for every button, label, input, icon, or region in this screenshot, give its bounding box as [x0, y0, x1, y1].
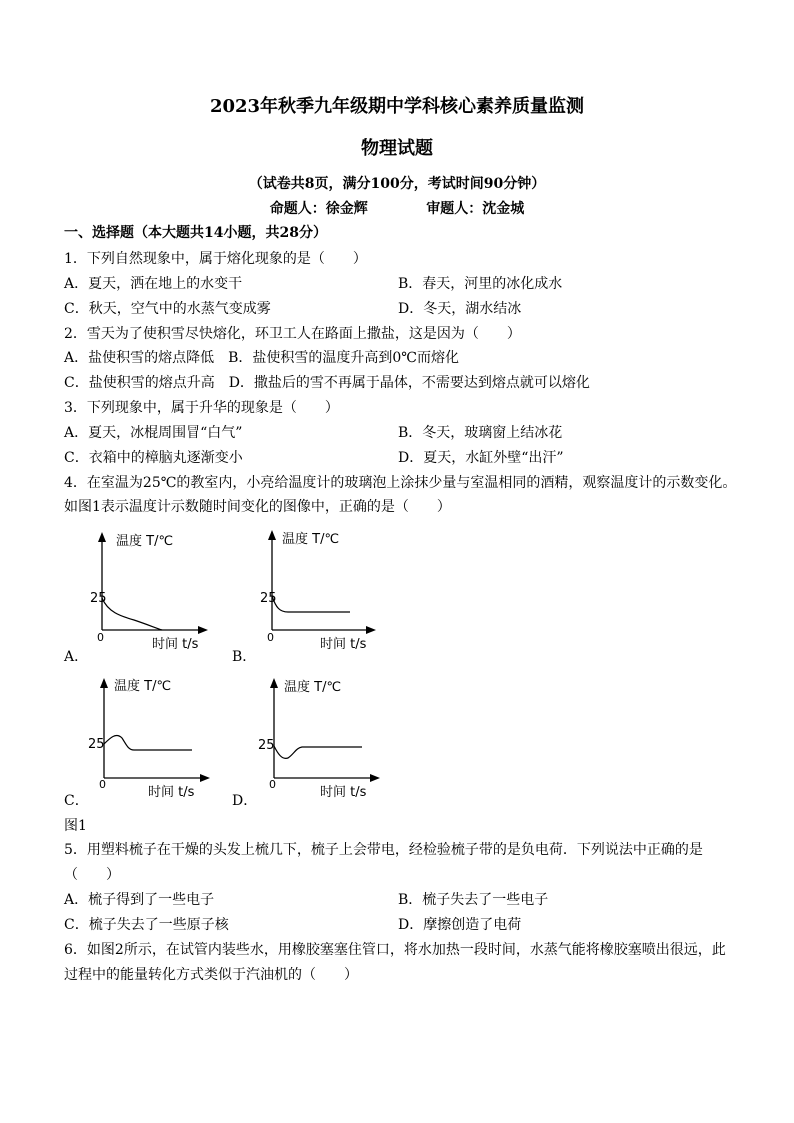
graph-d-x-label: 时间 t/s — [320, 785, 367, 800]
graph-a-origin: 0 — [97, 631, 104, 644]
q5-option-c: C．梳子失去了一些原子核 — [64, 917, 229, 933]
graph-a-curve — [102, 598, 162, 630]
q2-options-ab: A．盐使积雪的熔点降低 B．盐使积雪的温度升高到0℃而熔化 — [64, 350, 459, 366]
graph-d-x-arrow — [370, 774, 380, 782]
graph-c-x-arrow — [200, 774, 210, 782]
graph-d — [236, 674, 396, 814]
q3-option-a: A．夏天，冰棍周围冒“白气” — [64, 425, 243, 441]
exam-authors: 命题人：徐金辉 审题人：沈金城 — [269, 201, 525, 217]
q1-option-c: C．秋天，空气中的水蒸气变成雾 — [64, 301, 271, 317]
graph-a-x-label: 时间 t/s — [152, 637, 199, 652]
graph-b-curve — [272, 596, 350, 612]
q5-stem-line1: 5．用塑料梳子在干燥的头发上梳几下，梳子上会带电，经检验梳子带的是负电荷．下列说法中正确的是 — [64, 842, 703, 858]
q2-stem: 2．雪天为了使积雪尽快熔化，环卫工人在路面上撒盐，这是因为（ ） — [64, 326, 521, 342]
exam-title: 2023年秋季九年级期中学科核心素养质量监测 — [209, 96, 585, 117]
q3-option-c: C．衣箱中的樟脑丸逐渐变小 — [64, 450, 243, 466]
q5-option-a: A．梳子得到了一些电子 — [64, 892, 215, 908]
graph-d-option-label: D． — [232, 793, 258, 809]
graph-b — [232, 526, 392, 666]
q5-stem-line2: （ ） — [64, 867, 120, 883]
graph-a-y-label: 温度 T/℃ — [116, 534, 174, 549]
graph-d-curve — [274, 746, 362, 758]
graph-a-y-arrow — [98, 532, 106, 542]
graph-b-origin: 0 — [267, 631, 274, 644]
q5-option-d: D．摩擦创造了电荷 — [398, 917, 522, 933]
q4-stem-line1: 4．在室温为25℃的教室内，小亮给温度计的玻璃泡上涂抹少量与室温相同的酒精，观察温度计的示数变化。 — [64, 475, 737, 491]
q4-stem-line2: 如图1表示温度计示数随时间变化的图像中，正确的是（ ） — [64, 499, 451, 515]
graph-d-y-label: 温度 T/℃ — [284, 680, 342, 695]
graph-b-svg — [232, 526, 392, 666]
graph-c-option-label: C． — [64, 793, 89, 809]
graph-b-y-tick: 25 — [260, 591, 277, 606]
graph-b-option-label: B． — [232, 649, 257, 665]
q6-stem-line2: 过程中的能量转化方式类似于汽油机的（ ） — [64, 967, 358, 983]
graph-c-x-label: 时间 t/s — [148, 785, 195, 800]
graph-d-y-tick: 25 — [258, 738, 275, 753]
q1-option-b: B．春天，河里的冰化成水 — [398, 276, 563, 292]
graph-c-curve — [104, 736, 192, 750]
graph-c-y-label: 温度 T/℃ — [114, 679, 172, 694]
q3-option-b: B．冬天，玻璃窗上结冰花 — [398, 425, 563, 441]
graph-b-x-arrow — [366, 626, 376, 634]
q3-stem: 3．下列现象中，属于升华的现象是（ ） — [64, 400, 339, 416]
q3-option-d: D．夏天，水缸外壁“出汗” — [398, 450, 564, 466]
graph-d-origin: 0 — [269, 778, 276, 791]
graph-a-y-tick: 25 — [90, 591, 107, 606]
q5-option-b: B．梳子失去了一些电子 — [398, 892, 549, 908]
graph-a — [64, 528, 224, 668]
graph-b-y-arrow — [268, 530, 276, 540]
exam-subtitle: 物理试题 — [361, 138, 433, 159]
graph-b-y-label: 温度 T/℃ — [282, 532, 340, 547]
q2-options-cd: C．盐使积雪的熔点升高 D．撒盐后的雪不再属于晶体，不需要达到熔点就可以熔化 — [64, 375, 590, 391]
q1-stem: 1．下列自然现象中，属于熔化现象的是（ ） — [64, 251, 367, 267]
graph-c-y-tick: 25 — [88, 737, 105, 752]
graph-a-option-label: A． — [64, 649, 89, 665]
graph-d-svg — [236, 674, 396, 814]
exam-info: （试卷共8页，满分100分，考试时间90分钟） — [248, 176, 546, 192]
graph-b-x-label: 时间 t/s — [320, 637, 367, 652]
graph-c-origin: 0 — [99, 778, 106, 791]
section-heading: 一、选择题（本大题共14小题，共28分） — [64, 225, 327, 241]
graph-c-y-arrow — [100, 678, 108, 688]
figure-1-caption: 图1 — [64, 818, 87, 834]
q1-option-a: A．夏天，洒在地上的水变干 — [64, 276, 243, 292]
graph-a-x-arrow — [198, 626, 208, 634]
q1-option-d: D．冬天，湖水结冰 — [398, 301, 522, 317]
q6-stem-line1: 6．如图2所示，在试管内装些水，用橡胶塞塞住管口，将水加热一段时间，水蒸气能将橡胶塞喷出很远，此 — [64, 942, 726, 958]
graph-a-svg — [64, 528, 224, 668]
graph-d-y-arrow — [270, 678, 278, 688]
